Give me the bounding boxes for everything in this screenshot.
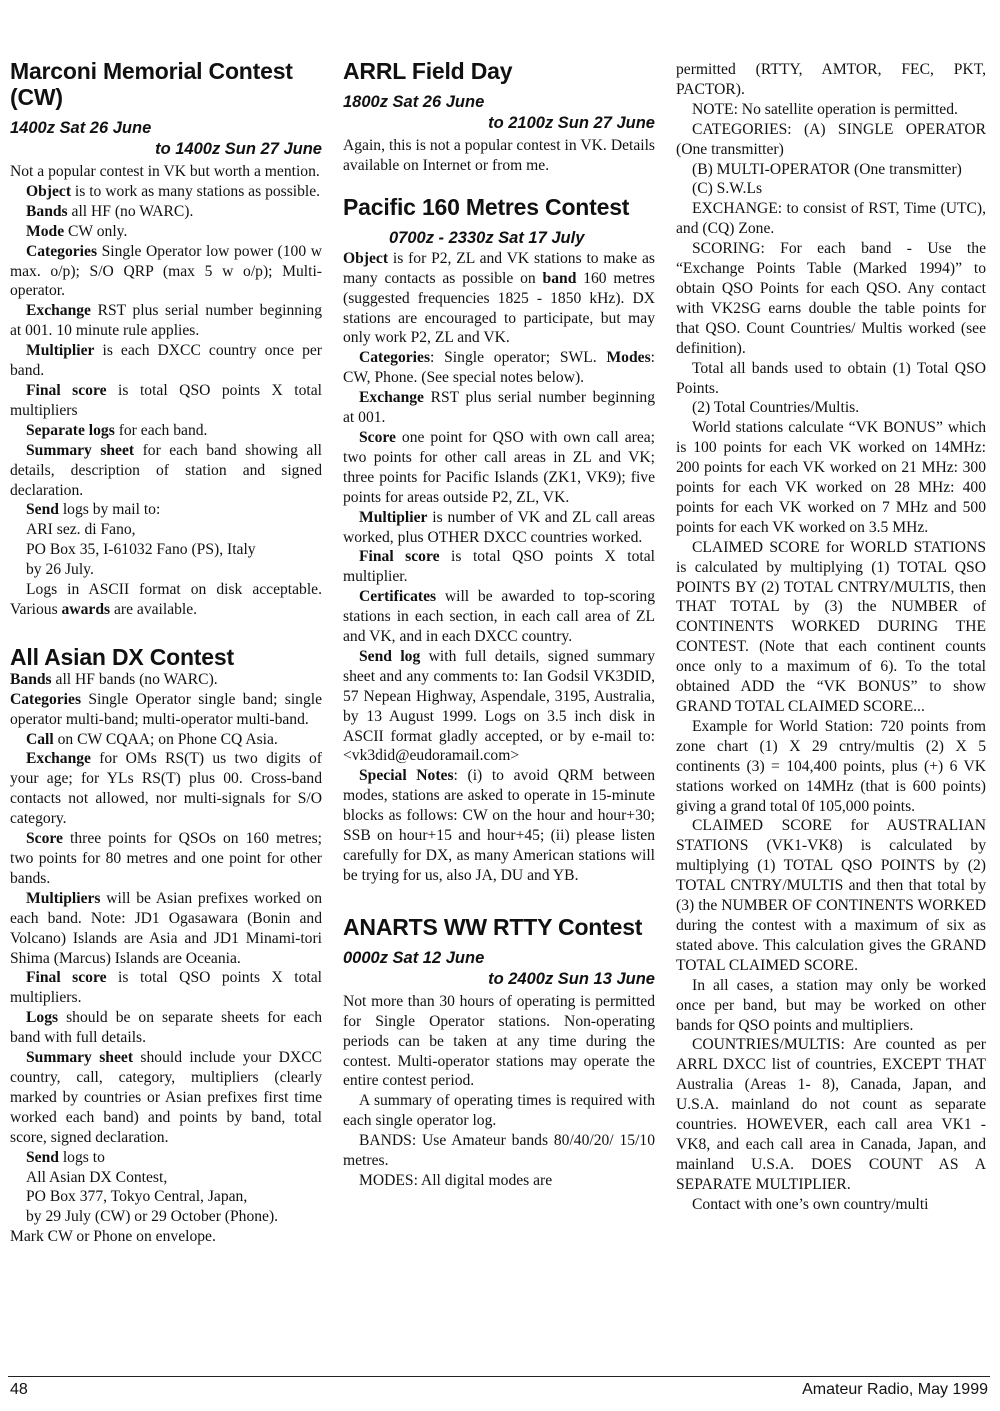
arrl-time-start: 1800z Sat 26 June xyxy=(343,93,485,111)
page-number: 48 xyxy=(10,1381,28,1398)
anarts-example-world: Example for World Station: 720 points from zone chart (1) X 29 cntry/multis (2) X 5 continents (3) = 104,400 points, plus (+) 6 VK stations worked on 14MHz (that is 600 points) giving a grand total 0f 105,000 points. xyxy=(676,717,986,815)
anarts-scoring: SCORING: For each band - Use the “Exchange Points Table (Marked 1994)” to obtain QSO Points for each QSO. Any contact with VK2SG earns double the table points for that QSO. Count Countries/ Multis worked (see definition). xyxy=(676,240,986,357)
asian-envelope-note: Mark CW or Phone on envelope. xyxy=(10,1228,216,1246)
pacific-time: 0700z - 2330z Sat 17 July xyxy=(389,228,585,247)
anarts-note: NOTE: No satellite operation is permitted. xyxy=(692,100,958,118)
arrl-text: Again, this is not a popular contest in VK. Details available on Internet or from me. xyxy=(343,137,655,174)
section-all-asian xyxy=(10,644,322,1247)
asian-exchange: Exchange for OMs RS(T) us two digits of your age; for YLs RS(T) plus 00. Cross-band contacts not allowed, nor multi-signals for S/O category. xyxy=(10,750,322,828)
pacific-object: Object is for P2, ZL and VK stations to make as many contacts as possible on band 160 metres (suggested frequencies 1825 - 1850 kHz). DX stations are encouraged to participate, but may only work P2, ZL and VK. xyxy=(343,249,655,347)
anarts-total-qso: Total all bands used to obtain (1) Total QSO Points. xyxy=(676,359,986,397)
asian-address-line-1: All Asian DX Contest, xyxy=(26,1168,168,1186)
anarts-time-start: 0000z Sat 12 June xyxy=(343,948,485,967)
anarts-total-countries: (2) Total Countries/Multis. xyxy=(692,399,860,417)
marconi-mode: Mode CW only. xyxy=(26,222,128,240)
arrl-time-end: to 2100z Sun 27 June xyxy=(488,114,655,132)
marconi-bands: Bands all HF (no WARC). xyxy=(26,202,194,220)
asian-address-line-3: by 29 July (CW) or 29 October (Phone). xyxy=(26,1208,279,1226)
column-3 xyxy=(676,60,986,1215)
anarts-category-c: (C) S.W.Ls xyxy=(692,180,763,198)
marconi-title: Marconi Memorial Contest (CW) xyxy=(10,58,293,110)
pacific-certificates: Certificates will be awarded to top-scoring stations in each section, in each call area of ZL and VK, and in each DXCC country. xyxy=(343,588,655,646)
marconi-address-line-2: PO Box 35, I-61032 Fano (PS), Italy xyxy=(26,541,256,559)
pacific-title: Pacific 160 Metres Contest xyxy=(343,193,630,220)
pacific-send-log: Send log with full details, signed summary sheet and any comments to: Ian Godsil VK3DID, 57 Nepean Highway, Aspendale, 3195, Australia, by 13 August 1999. Logs on 3.5 inch disk in ASCII format gladly accepted, or by e-mail to: <vk3did@eudoramail.com> xyxy=(343,647,655,765)
marconi-object: Object is to work as many stations as possible. xyxy=(26,182,321,200)
column-2 xyxy=(343,58,655,1191)
anarts-vk-bonus: World stations calculate “VK BONUS” which is 100 points for each VK worked on 14MHz: 200 points for each VK worked on 21 MHz: 300 points for each VK worked on 28 MHz: 400 points for each VK worked on 7 MHz and 500 points for each VK worked on 3.5 MHz. xyxy=(676,419,986,536)
asian-call: Call on CW CQAA; on Phone CQ Asia. xyxy=(26,730,278,748)
marconi-summary-sheet: Summary sheet for each band showing all details, description of station and signed declaration. xyxy=(10,441,323,499)
section-pacific-160 xyxy=(343,194,655,886)
marconi-categories: Categories Single Operator low power (100 w max. o/p); S/O QRP (max 5 w o/p); Multi-operator. xyxy=(10,242,322,300)
column-1 xyxy=(10,58,322,1247)
anarts-modes: MODES: All digital modes are xyxy=(359,1171,553,1189)
pacific-categories: Categories: Single operator; SWL. Modes: CW, Phone. (See special notes below). xyxy=(343,349,655,387)
asian-summary-sheet: Summary sheet should include your DXCC country, call, category, multipliers (clearly marked by countries or Asian prefixes first time worked each band) and points by band, total score, signed declaration. xyxy=(10,1049,322,1146)
anarts-countries-multis: COUNTRIES/MULTIS: Are counted as per ARRL DXCC list of countries, EXCEPT THAT Australia (Areas 1- 8), Canada, Japan, and U.S.A. mainland do not count as separate countries. HOWEVER, each call area VK1 - VK8, and each call area in Canada, Japan, and mainland U.S.A. DOES COUNT AS A SEPARATE MULTIPLIER. xyxy=(676,1036,986,1193)
marconi-send: Send logs by mail to: xyxy=(26,501,161,519)
asian-address-line-2: PO Box 377, Tokyo Central, Japan, xyxy=(26,1188,248,1206)
arrl-title: ARRL Field Day xyxy=(343,58,513,84)
anarts-once-per-band: In all cases, a station may only be worked once per band, but may be worked on other bands for QSO points and multipliers. xyxy=(676,976,986,1034)
pacific-exchange: Exchange RST plus serial number beginning at 001. xyxy=(343,389,655,427)
asian-send: Send logs to xyxy=(26,1148,105,1166)
anarts-hours: Not more than 30 hours of operating is permitted for Single Operator stations. Non-operating periods can be taken at any time during the contest. Multi-operator stations may operate the entire contest period. xyxy=(343,992,655,1090)
section-arrl-field-day xyxy=(343,58,655,176)
anarts-claimed-score-australian: CLAIMED SCORE for AUSTRALIAN STATIONS (VK1-VK8) is calculated by multiplying (1) TOTAL QSO POINTS by (2) TOTAL CNTRY/MULTIS and then that total by (3) the NUMBER OF CONTINENTS WORKED during the contest with a maximum of six as stated above. This calculation gives the GRAND TOTAL CLAIMED SCORE. xyxy=(676,817,986,974)
marconi-final-score: Final score is total QSO points X total multipliers xyxy=(10,381,323,419)
publication-line: Amateur Radio, May 1999 xyxy=(802,1381,988,1398)
anarts-category-b: (B) MULTI-OPERATOR (One transmitter) xyxy=(692,160,962,178)
marconi-awards: Logs in ASCII format on disk acceptable. Various awards are available. xyxy=(10,581,322,618)
marconi-exchange: Exchange RST plus serial number beginning at 001. 10 minute rule applies. xyxy=(10,302,322,340)
marconi-address-line-1: ARI sez. di Fano, xyxy=(26,521,136,539)
asian-bands: Bands all HF bands (no WARC). xyxy=(10,670,218,688)
footer-rule xyxy=(8,1376,990,1377)
anarts-own-country: Contact with one’s own country/multi xyxy=(692,1195,929,1213)
asian-categories: Categories Single Operator single band; single operator multi-band; multi-operator multi-band. xyxy=(10,690,322,728)
pacific-final-score: Final score is total QSO points X total multiplier. xyxy=(343,548,656,586)
marconi-time-end: to 1400z Sun 27 June xyxy=(155,140,322,158)
anarts-title: ANARTS WW RTTY Contest xyxy=(343,913,643,940)
marconi-intro: Not a popular contest in VK but worth a mention. xyxy=(10,163,320,180)
asian-final-score: Final score is total QSO points X total multipliers. xyxy=(10,969,323,1007)
anarts-bands: BANDS: Use Amateur bands 80/40/20/ 15/10 metres. xyxy=(343,1132,655,1170)
anarts-claimed-score-world: CLAIMED SCORE for WORLD STATIONS is calculated by multiplying (1) TOTAL QSO POINTS BY (2) TOTAL CNTRY/MULTIS, then THAT TOTAL by (3) the NUMBER of CONTINENTS WORKED DURING THE CONTEST. (Note that each continent counts once only to a maximum of 6). To the total obtained ADD the “VK BONUS” to show GRAND TOTAL CLAIMED SCORE... xyxy=(676,538,986,715)
marconi-time-start: 1400z Sat 26 June xyxy=(10,119,152,137)
section-anarts xyxy=(343,914,655,1191)
pacific-score: Score one point for QSO with own call area; two points for other call areas in ZL and VK; three points for Pacific Islands (ZK1, VK9); five points for areas outside P2, ZL, VK. xyxy=(343,428,655,506)
section-marconi xyxy=(10,58,322,620)
anarts-permitted-modes: permitted (RTTY, AMTOR, FEC, PKT, PACTOR). xyxy=(676,61,986,98)
asian-title: All Asian DX Contest xyxy=(10,643,234,670)
pacific-special-notes: Special Notes: (i) to avoid QRM between modes, stations are asked to operate in 15-minute blocks as follows: CW on the hour and hour+30; SSB on hour+15 and hour+45; (ii) please listen carefully for DX, as many American stations will be trying for us, also JA, DU and YB. xyxy=(343,767,655,884)
asian-multipliers: Multipliers will be Asian prefixes worked on each band. Note: JD1 Ogasawara (Bonin and Volcano) Islands are Asia and JD1 Minami-tori Shima (Marcus) Islands are Oceania. xyxy=(10,889,322,967)
anarts-summary: A summary of operating times is required with each single operator log. xyxy=(343,1092,655,1130)
anarts-time-end: to 2400z Sun 13 June xyxy=(488,969,655,988)
marconi-address-line-3: by 26 July. xyxy=(26,561,94,579)
marconi-separate-logs: Separate logs for each band. xyxy=(26,421,208,439)
page-footer xyxy=(10,1381,988,1403)
anarts-categories: CATEGORIES: (A) SINGLE OPERATOR (One transmitter) xyxy=(676,120,986,158)
asian-score: Score three points for QSOs on 160 metres; two points for 80 metres and one point for other bands. xyxy=(10,830,322,887)
anarts-exchange: EXCHANGE: to consist of RST, Time (UTC), and (CQ) Zone. xyxy=(676,200,986,238)
asian-logs: Logs should be on separate sheets for each band with full details. xyxy=(10,1009,322,1047)
pacific-multiplier: Multiplier is number of VK and ZL call areas worked, plus OTHER DXCC countries worked. xyxy=(343,508,655,546)
marconi-multiplier: Multiplier is each DXCC country once per band. xyxy=(10,342,322,380)
